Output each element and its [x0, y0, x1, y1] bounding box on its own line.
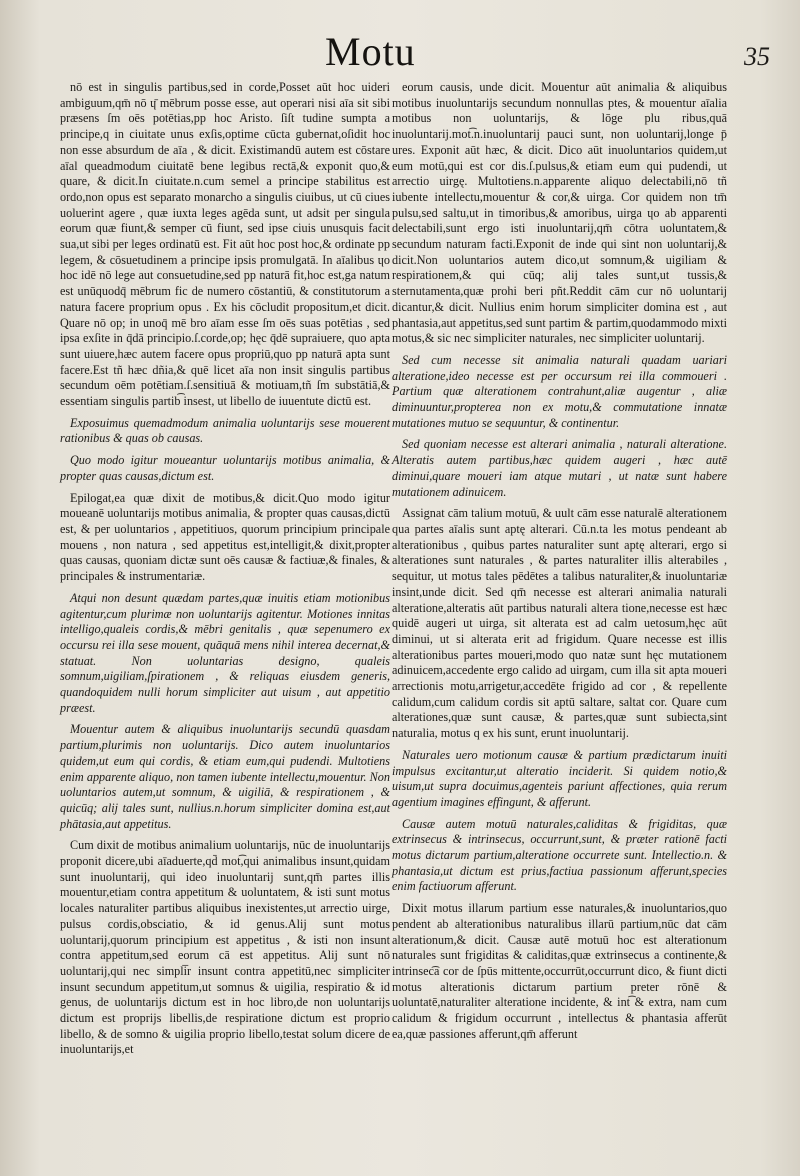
lemma-paragraph: Exposuimus quemadmodum animalia uoluntarijs sese mouerent rationibus & quas ob causas.: [60, 415, 390, 446]
commentary-paragraph: Assignat cām talium motuū, & uult cām esse naturalē alterationem qua partes aīalis sunt aptę alterari. Cū.n.ta les motus pendeant ab alterationibus , quibus partes naturaliter sunt aptę alterari, ergo si alterationes sunt naturales , & partes naturaliter illis alterabiles , sequitur, ut motus tales pēdētes a talibus naturaliter,& inuoluntariæ insint,unde dicit. Sed qm̄ necesse est alterari animalia naturali alteratione,alteratis aūt partibus naturali altera tione,necesse est hæc quidē augeri ut uirga, sit alterata est ad calm uetosum,hęc aūt diminui, ut si alterata erit ad frigidum. Quare necesse est illis alterationibus partes moueri,modo quo natæ sunt hęc mutationem adinuicem,accedente ergo calido ad uirgam, cum illa sit apta moueri arrectionis motu,arrigetur,accedēte frigido ad cor , & repellente calidum,cum calidum cordis sit aptū saltare, saltat cor. Quare cum alterationes,quæ sunt causæ, & partes,quæ sunt subiecta,sint naturalia, motus q ex his sunt, erunt inuoluntarij.: [392, 506, 727, 741]
commentary-paragraph: eorum causis, unde dicit. Mouentur aūt animalia & aliquibus motibus inuoluntarijs secundum nonnullas ptes, & mouentur aīalia motibus non uoluntarijs, & lōge plu ribus,quā inuoluntarij.mot͡.n.inuoluntarij pauci sunt, non uoluntarij,longe p̄ ures. Exponit aūt hæc, & dicit. Dico aūt inuoluntarios quidem,ut eum motū,qui est cor dis.ſ.pulsus,& etiam eum qui pudendi, ut arrectio uirgę. Multotiens.n.apparente aliquo delectabili,nō tñ iubente intellectu,mouentur & cor,& uirga. Cor quidem non tm̄ pulsu,sed saltu,ut in timoribus,& amoribus, uirga ɥo ab apparenti delectabili,sunt ergo isti inuoluntarij,qm̄ cōtra uoluntatem,& secundum naturam facti.Exponit de inde qui sint non uoluntarij,& dicit.Non uoluntarios autem dico,ut somnum,& uigiliam & respirationem,& qui cūq; alij tales sunt,ut tussis,& sternutamenta,quæ prohi beri pñt.Reddit cām cur nō uoluntarij dicantur,& dicit. Nullius enim horum simpliciter domina est , aut phantasia,aut appetitus,sed sunt partim & partim,quodammodo mixti motus,& sic nec simpliciter naturales, nec simpliciter uoluntarij.: [392, 80, 727, 346]
lemma-paragraph: Mouentur autem & aliquibus inuoluntarijs secundū quasdam partium,plurimis non uoluntarijs. Dico autem inuoluntarios quidem,ut eum qui cordis, & etiam eum,qui pudendi. Multotiens enim apparente aliquo, non tamen iubente intellectu,mouentur. Non uoluntarios autem,ut somnum, & uigiliā, & respirationem , & quicūq; alij tales sunt, nullius.n.horum simpliciter domina est,aut phātasia,aut appetitus.: [60, 722, 390, 831]
running-title: Motu: [325, 29, 416, 74]
left-column: [60, 80, 390, 1064]
lemma-paragraph: Atqui non desunt quædam partes,quæ inuitis etiam motionibus agitentur,cum plurimæ non uoluntarijs agitentur. Motiones innitas intelligo,qualeis cordis,& mēbri genitalis , quæ sepenumero ex occursu rei illa sese mouent, quāquā mens nihil interea decernat,& statuat. Non uoluntarias designo, qualeis somnum,uigiliam,ſpirationem , & reliquas eiusdem generis, quandoquidem nulli horum simpliciter aut uisum , aut appetitio præest.: [60, 590, 390, 715]
lemma-paragraph: Causæ autem motuū naturales,caliditas & frigiditas, quæ extrinsecus & intrinsecus, occurrunt,sunt, & præter rationē facti motus dictarum partium,alteratione occurrete sunt. Intellectio.n. & phantasia,ut dictum est prius,factiua passionum afferunt,species enim factiuorum afferunt.: [392, 816, 727, 894]
right-column: [392, 80, 727, 1048]
commentary-paragraph: nō est in singulis partibus,sed in corde,Posset aūt hoc uideri ambiguum,qm̄ nō ɥ̄ mēbrum posse esse, aut operari nisi aīa sit sibi præsens ſm oēs potētias,pp hoc Aristo. ſiſt tudine sumpta a principe,q in ciuitate unus exſis,optime cūcta gubernat,oſidit hoc non esse absurdum de aīa , & dicit. Existimandū autem est cōstare aīal queadmodum ciuitatē bene legibus rectā,& exponit quo,& quare, & dicit.In ciuitate.n.cum semel a principe stabilitus est ordo,non opus est separato monarcho a singulis ciuibus, ut cū ciues uoluerint agere , quæ iuxta leges agēda sunt, ut adsit per singula eorum quæ fiunt,& semper cū fiunt, sed ipse ciuis unusquis facit sua,ut sibi per leges ordinatū est. Fit aūt hoc post hoc,& ordinate pp legem, & cōsuetudinem a principe ipsis promulgatā. In aīalibus ɥo hoc idē nō lege aut consuetudine,sed pp naturā fit,hoc est,ga natum est unūquodq̄ mēbrum fic de numero cōstantiū, & constitutorum a natura facere proprium opus . Ex his cōcludit propositum,et dicit. Quare nō op; in unoq̄ mē bro aīam esse ſm oēs suas potētias , sed ipsa exſite in q̄dā principio.ſ.corde,op; hęc q̄dē supraiuere, quo apta sunt uiuere,hæc autem facere opus propriū,quo pp naturā apta sunt facere.Est tñ hæc dñia,& quē licet aīa non insit singulis partibus secundum oēm potētiam.ſ.sensitiuā & motiuam,tñ ſm substātiā,& essentiam singulis partib͡ insest, ut libello de iuuentute dictū est.: [60, 80, 390, 409]
commentary-paragraph: Epilogat,ea quæ dixit de motibus,& dicit.Quo modo igitur moueanē uoluntarijs motibus animalia, & propter quas causas,dictū est, & per uoluntarios , appetitiuos, quorum principium principale mouens , non natura , sed appetitus est,intelligit,& dixit,propter quas causas, quoniam dictæ sunt oēs causæ & factiuæ,& finales, & principales & instrumentariæ.: [60, 490, 390, 584]
lemma-paragraph: Sed cum necesse sit animalia naturali quadam uariari alteratione,ideo necesse est per occursum rei illa commoueri . Partium quæ alterationem contrahunt,aliæ augentur , aliæ diminuuntur,propterea non ex motu,& commutatione innatæ mutationes mutuo se sequuntur, & continentur.: [392, 352, 727, 430]
page-header: [0, 28, 800, 78]
lemma-paragraph: Sed quoniam necesse est alterari animalia , naturali alteratione. Alteratis autem partibus,hæc quidem augeri , hæc autē diminui,quare moueri iam atque mutari , ut natæ sunt habere mutationem adinuicem.: [392, 437, 727, 499]
lemma-paragraph: Quo modo igitur moueantur uoluntarijs motibus animalia, & propter quas causas,dictum est.: [60, 453, 390, 483]
page-number: 35: [744, 42, 770, 71]
commentary-paragraph: Dixit motus illarum partium esse naturales,& inuoluntarios,quo pendent ab alterationibus naturalibus illarū partium,nūc dat cām alterationum,& dicit. Causæ autē motuū hoc est alterationum naturales sunt frigiditas & caliditas,quæ extrinsecus a continente,& intrinsec͡a cor de ſpūs mittente,occurrūt,occurrunt dico, & fiunt dicti motus alterationis dictarum partium preter rōnē & uoluntatē,naturaliter alteratione incidente, & int͡ & extra, nam cum calidum & frigidum occurrunt , intellectus & phantasia afferūt ea,quæ passiones afferunt,qm̄ afferunt: [392, 901, 727, 1041]
lemma-paragraph: Naturales uero motionum causæ & partium prædictarum inuiti impulsus excitantur,ut alteratio inciderit. Si quidem notio,& uisum,ut supra docuimus,agenteis pariunt affectiones, quia rerum agentium imagines effingunt, & afferunt.: [392, 747, 727, 809]
commentary-paragraph: Cum dixit de motibus animalium uoluntarijs, nūc de inuoluntarijs proponit dicere,ubi aīaduerte,qd̄ mot͡,qui animalibus insunt,quidam sunt inuoluntarij, qui ideo inuoluntarij sunt,qm̄ partes illis mouentur,etiam contra appetitum & uoluntatem, & isti sunt motus locales naturaliter partibus aliquibus inexistentes,ut arrectio uirge, pulsus cordis,obsciatio, & id genus.Alij sunt motus uoluntarij,quorum principium est appetitus , & isti non insunt contra appetitum,sed eorum cā est appetitus. Alij sunt nō uoluntarij,qui nec simpli̅r insunt contra appetitū,nec simpliciter insunt secundum appetitum,ut somnus & uigilia, respiratio & id genus, de uoluntarijs dictum est in hoc libro,de non uoluntarijs dictum est proprijs libellis,de respiratione dictum est proprio libello, & de somno & uigilia proprio libello,testat solum dicere de inuoluntarijs,et: [60, 838, 390, 1057]
